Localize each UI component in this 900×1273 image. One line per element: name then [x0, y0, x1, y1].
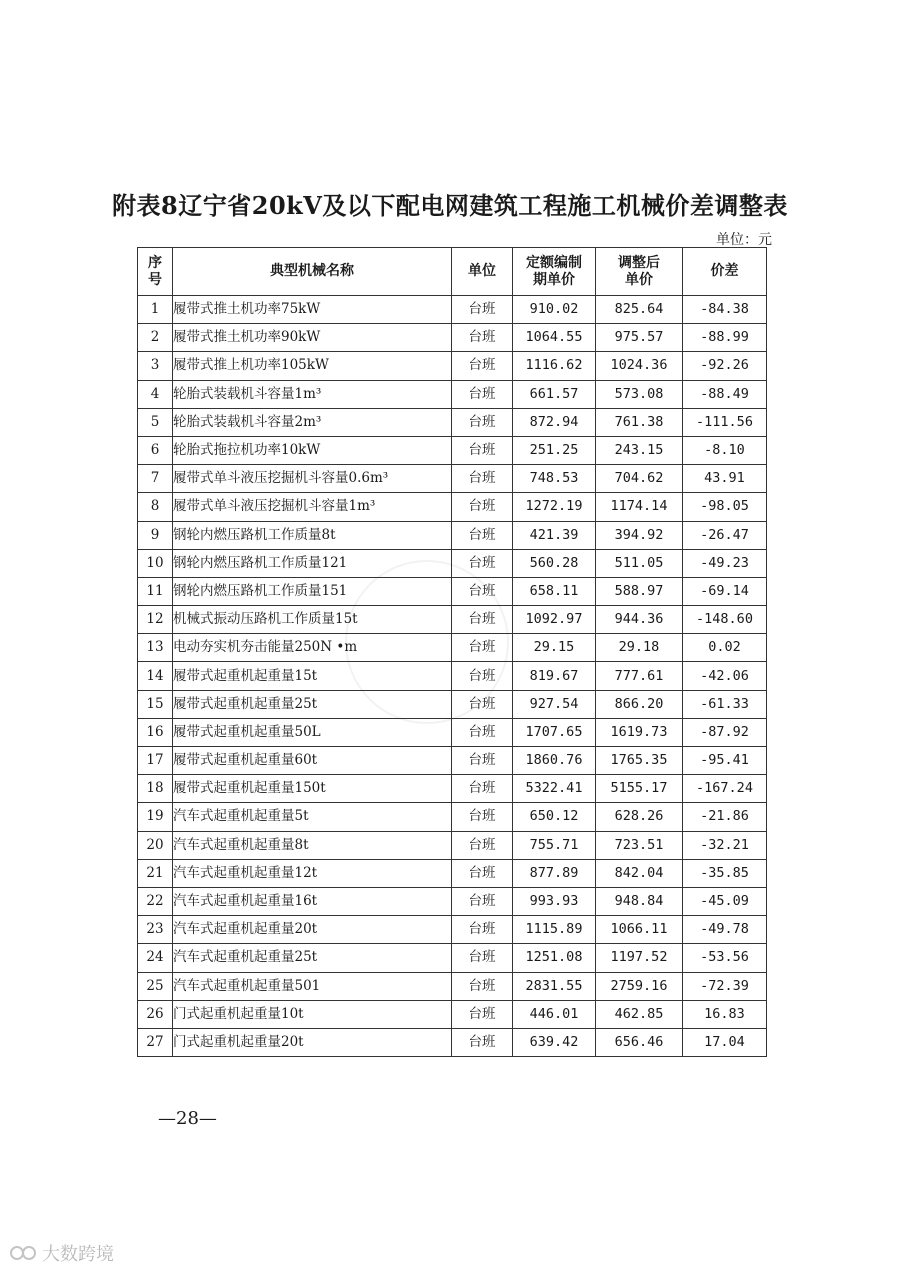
price-diff: -95.41 — [683, 747, 767, 775]
adjusted-price: 1024.36 — [596, 352, 683, 380]
base-price: 877.89 — [513, 859, 596, 887]
row-unit: 台班 — [452, 662, 513, 690]
table-row — [138, 296, 767, 324]
row-number: 1 — [138, 296, 173, 324]
machine-name: 履带式推土机功率75kW — [173, 296, 452, 324]
row-unit: 台班 — [452, 775, 513, 803]
price-diff: -98.05 — [683, 493, 767, 521]
price-diff: -49.23 — [683, 549, 767, 577]
machine-name: 汽车式起重机起重量16t — [173, 887, 452, 915]
adjusted-price: 761.38 — [596, 408, 683, 436]
price-diff: -45.09 — [683, 887, 767, 915]
row-unit: 台班 — [452, 465, 513, 493]
header-name: 典型机械名称 — [173, 248, 452, 296]
row-unit: 台班 — [452, 324, 513, 352]
adjusted-price: 588.97 — [596, 577, 683, 605]
base-price: 1116.62 — [513, 352, 596, 380]
table-row — [138, 436, 767, 464]
price-diff: -84.38 — [683, 296, 767, 324]
price-diff: -49.78 — [683, 916, 767, 944]
machine-name: 履带式起重机起重量60t — [173, 747, 452, 775]
price-diff: -42.06 — [683, 662, 767, 690]
table-row — [138, 1028, 767, 1056]
row-unit: 台班 — [452, 352, 513, 380]
machine-name: 轮胎式装载机斗容量1m³ — [173, 380, 452, 408]
price-diff: -53.56 — [683, 944, 767, 972]
page-number: —28— — [158, 1108, 217, 1129]
table-row — [138, 493, 767, 521]
row-number: 18 — [138, 775, 173, 803]
row-unit: 台班 — [452, 296, 513, 324]
header-adjusted-price — [596, 248, 683, 296]
table-row — [138, 747, 767, 775]
machine-name: 汽车式起重机起重量20t — [173, 916, 452, 944]
table-row — [138, 577, 767, 605]
table-row — [138, 380, 767, 408]
table-row — [138, 972, 767, 1000]
machine-name: 汽车式起重机起重量8t — [173, 831, 452, 859]
row-unit: 台班 — [452, 690, 513, 718]
table-row — [138, 1000, 767, 1028]
row-number: 15 — [138, 690, 173, 718]
base-price: 560.28 — [513, 549, 596, 577]
machine-name: 履带式推上机功率105kW — [173, 352, 452, 380]
base-price: 650.12 — [513, 803, 596, 831]
base-price: 1272.19 — [513, 493, 596, 521]
machine-name: 履带式起重机起重量150t — [173, 775, 452, 803]
price-diff: -8.10 — [683, 436, 767, 464]
price-diff: -88.49 — [683, 380, 767, 408]
adjusted-price: 1066.11 — [596, 916, 683, 944]
row-number: 14 — [138, 662, 173, 690]
row-unit: 台班 — [452, 493, 513, 521]
machine-name: 履带式单斗液压挖掘机斗容量0.6m³ — [173, 465, 452, 493]
table-row — [138, 352, 767, 380]
base-price: 1860.76 — [513, 747, 596, 775]
machine-name: 履带式推土机功率90kW — [173, 324, 452, 352]
adjusted-price: 948.84 — [596, 887, 683, 915]
row-number: 2 — [138, 324, 173, 352]
adjusted-price: 394.92 — [596, 521, 683, 549]
machine-name: 履带式单斗液压挖掘机斗容量1m³ — [173, 493, 452, 521]
table-row — [138, 408, 767, 436]
machine-name: 钢轮内燃压路机工作质量121 — [173, 549, 452, 577]
adjusted-price: 842.04 — [596, 859, 683, 887]
price-diff: -148.60 — [683, 606, 767, 634]
adjusted-price: 628.26 — [596, 803, 683, 831]
price-diff: 0.02 — [683, 634, 767, 662]
price-diff: -87.92 — [683, 718, 767, 746]
row-number: 16 — [138, 718, 173, 746]
adjusted-price: 1197.52 — [596, 944, 683, 972]
machine-name: 钢轮内燃压路机工作质量151 — [173, 577, 452, 605]
base-price: 755.71 — [513, 831, 596, 859]
machine-name: 电动夯实机夯击能量250N •m — [173, 634, 452, 662]
adjusted-price: 1765.35 — [596, 747, 683, 775]
row-number: 26 — [138, 1000, 173, 1028]
base-price: 910.02 — [513, 296, 596, 324]
base-price: 421.39 — [513, 521, 596, 549]
price-diff: -26.47 — [683, 521, 767, 549]
adjusted-price: 1619.73 — [596, 718, 683, 746]
machine-name: 门式起重机起重量10t — [173, 1000, 452, 1028]
row-number: 20 — [138, 831, 173, 859]
adjusted-price: 866.20 — [596, 690, 683, 718]
row-unit: 台班 — [452, 831, 513, 859]
base-price: 872.94 — [513, 408, 596, 436]
base-price: 819.67 — [513, 662, 596, 690]
table-row — [138, 944, 767, 972]
header-no-line1: 序 — [148, 254, 162, 271]
row-unit: 台班 — [452, 944, 513, 972]
row-number: 27 — [138, 1028, 173, 1056]
row-number: 5 — [138, 408, 173, 436]
row-number: 24 — [138, 944, 173, 972]
base-price: 661.57 — [513, 380, 596, 408]
row-unit: 台班 — [452, 1000, 513, 1028]
table-row — [138, 606, 767, 634]
base-price: 29.15 — [513, 634, 596, 662]
price-diff: -32.21 — [683, 831, 767, 859]
table-row — [138, 775, 767, 803]
machine-name: 轮胎式装载机斗容量2m³ — [173, 408, 452, 436]
watermark-text: 大数跨境 — [42, 1244, 114, 1265]
header-diff: 价差 — [683, 248, 767, 296]
price-diff: -88.99 — [683, 324, 767, 352]
watermark-logo-icon — [10, 1244, 38, 1262]
base-price: 2831.55 — [513, 972, 596, 1000]
row-number: 22 — [138, 887, 173, 915]
row-unit: 台班 — [452, 916, 513, 944]
table-row — [138, 324, 767, 352]
row-unit: 台班 — [452, 634, 513, 662]
base-price: 927.54 — [513, 690, 596, 718]
row-unit: 台班 — [452, 577, 513, 605]
table-row — [138, 634, 767, 662]
header-adjusted-price-line1: 调整后 — [618, 254, 660, 271]
table-row — [138, 916, 767, 944]
adjusted-price: 777.61 — [596, 662, 683, 690]
row-number: 19 — [138, 803, 173, 831]
row-number: 10 — [138, 549, 173, 577]
header-no-line2: 号 — [148, 271, 162, 288]
price-diff: -167.24 — [683, 775, 767, 803]
base-price: 639.42 — [513, 1028, 596, 1056]
row-number: 7 — [138, 465, 173, 493]
base-price: 993.93 — [513, 887, 596, 915]
document-title: 附表8辽宁省20kV及以下配电网建筑工程施工机械价差调整表 — [112, 191, 788, 220]
machine-name: 履带式起重机起重量15t — [173, 662, 452, 690]
base-price: 1251.08 — [513, 944, 596, 972]
adjusted-price: 656.46 — [596, 1028, 683, 1056]
adjusted-price: 704.62 — [596, 465, 683, 493]
header-no — [138, 248, 173, 296]
header-base-price — [513, 248, 596, 296]
row-unit: 台班 — [452, 380, 513, 408]
table-body — [138, 296, 767, 1057]
row-unit: 台班 — [452, 549, 513, 577]
adjusted-price: 825.64 — [596, 296, 683, 324]
table-row — [138, 465, 767, 493]
adjusted-price: 1174.14 — [596, 493, 683, 521]
base-price: 658.11 — [513, 577, 596, 605]
adjusted-price: 5155.17 — [596, 775, 683, 803]
row-unit: 台班 — [452, 436, 513, 464]
unit-note: 单位：元 — [716, 232, 772, 248]
row-number: 9 — [138, 521, 173, 549]
machine-name: 汽车式起重机起重量25t — [173, 944, 452, 972]
adjusted-price: 944.36 — [596, 606, 683, 634]
table-row — [138, 521, 767, 549]
row-number: 3 — [138, 352, 173, 380]
table-row — [138, 887, 767, 915]
row-unit: 台班 — [452, 972, 513, 1000]
machine-name: 履带式起重机起重量25t — [173, 690, 452, 718]
row-unit: 台班 — [452, 887, 513, 915]
table-row — [138, 549, 767, 577]
table-row — [138, 690, 767, 718]
adjusted-price: 511.05 — [596, 549, 683, 577]
price-diff: 43.91 — [683, 465, 767, 493]
table-row — [138, 831, 767, 859]
machine-name: 汽车式起重机起重量5t — [173, 803, 452, 831]
table-row — [138, 718, 767, 746]
table-row — [138, 803, 767, 831]
machine-name: 履带式起重机起重量50L — [173, 718, 452, 746]
adjusted-price: 29.18 — [596, 634, 683, 662]
row-unit: 台班 — [452, 803, 513, 831]
table-row — [138, 662, 767, 690]
base-price: 1064.55 — [513, 324, 596, 352]
price-diff: -111.56 — [683, 408, 767, 436]
row-number: 8 — [138, 493, 173, 521]
price-adjustment-table — [137, 247, 767, 1057]
machine-name: 机械式振动压路机工作质量15t — [173, 606, 452, 634]
row-number: 6 — [138, 436, 173, 464]
row-unit: 台班 — [452, 408, 513, 436]
machine-name: 门式起重机起重量20t — [173, 1028, 452, 1056]
adjusted-price: 2759.16 — [596, 972, 683, 1000]
base-price: 1092.97 — [513, 606, 596, 634]
table-row — [138, 859, 767, 887]
base-price: 5322.41 — [513, 775, 596, 803]
row-unit: 台班 — [452, 747, 513, 775]
row-number: 23 — [138, 916, 173, 944]
price-diff: -69.14 — [683, 577, 767, 605]
base-price: 748.53 — [513, 465, 596, 493]
adjusted-price: 462.85 — [596, 1000, 683, 1028]
adjusted-price: 975.57 — [596, 324, 683, 352]
row-number: 17 — [138, 747, 173, 775]
adjusted-price: 723.51 — [596, 831, 683, 859]
header-adjusted-price-line2: 单价 — [625, 271, 653, 288]
row-number: 4 — [138, 380, 173, 408]
adjusted-price: 573.08 — [596, 380, 683, 408]
machine-name: 汽车式起重机起重量501 — [173, 972, 452, 1000]
price-diff: -72.39 — [683, 972, 767, 1000]
base-price: 1115.89 — [513, 916, 596, 944]
row-unit: 台班 — [452, 606, 513, 634]
row-unit: 台班 — [452, 1028, 513, 1056]
base-price: 251.25 — [513, 436, 596, 464]
price-diff: 17.04 — [683, 1028, 767, 1056]
price-diff: -61.33 — [683, 690, 767, 718]
price-diff: -35.85 — [683, 859, 767, 887]
row-unit: 台班 — [452, 521, 513, 549]
base-price: 446.01 — [513, 1000, 596, 1028]
row-unit: 台班 — [452, 859, 513, 887]
price-diff: 16.83 — [683, 1000, 767, 1028]
row-number: 25 — [138, 972, 173, 1000]
row-number: 21 — [138, 859, 173, 887]
watermark — [10, 1240, 114, 1266]
machine-name: 钢轮内燃压路机工作质量8t — [173, 521, 452, 549]
machine-name: 轮胎式拖拉机功率10kW — [173, 436, 452, 464]
table-header-row — [138, 248, 767, 296]
price-diff: -92.26 — [683, 352, 767, 380]
row-number: 12 — [138, 606, 173, 634]
machine-name: 汽车式起重机起重量12t — [173, 859, 452, 887]
header-base-price-line2: 期单价 — [533, 271, 575, 288]
row-unit: 台班 — [452, 718, 513, 746]
header-base-price-line1: 定额编制 — [526, 254, 582, 271]
base-price: 1707.65 — [513, 718, 596, 746]
adjusted-price: 243.15 — [596, 436, 683, 464]
row-number: 11 — [138, 577, 173, 605]
header-unit: 单位 — [452, 248, 513, 296]
row-number: 13 — [138, 634, 173, 662]
price-diff: -21.86 — [683, 803, 767, 831]
